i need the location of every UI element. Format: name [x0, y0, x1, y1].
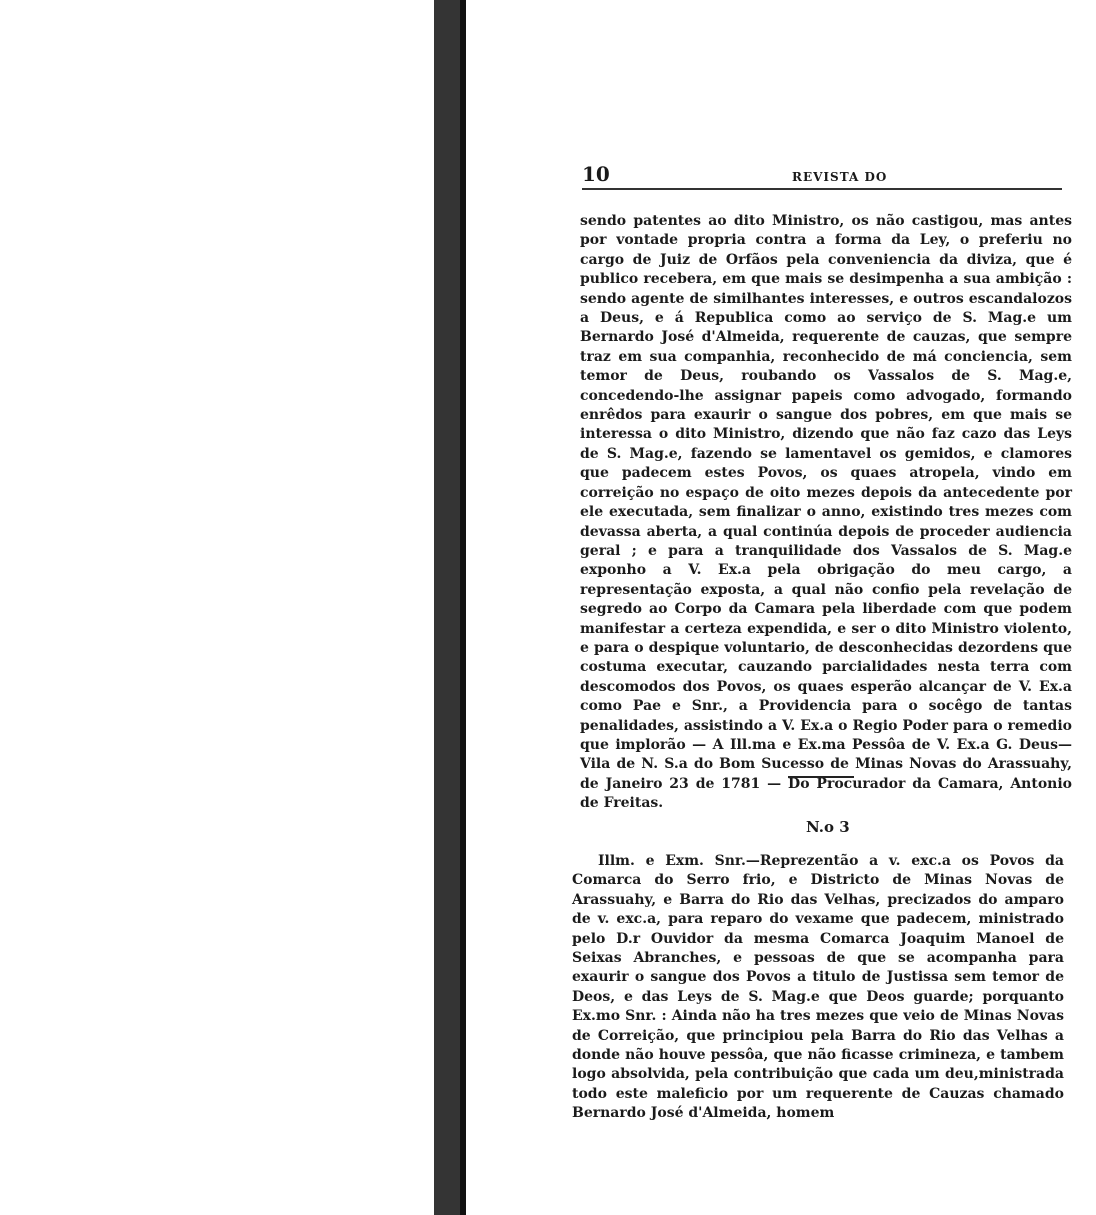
section-title: N.o 3: [806, 818, 850, 836]
section-divider: [788, 776, 854, 778]
running-head: REVISTA DO: [792, 170, 888, 184]
body-paragraph-2: Illm. e Exm. Snr.—Reprezentão a v. exc.a os Povos da Comarca do Serro frio, e Districto de Minas Novas de Arassuahy, e Barra do Rio das Velhas, precizados do amparo de v. exc.a, para reparo do vexame que padecem, ministrado pelo D.r Ouvidor da mesma Comarca Joaquim Manoel de Seixas Abranches, e pessoas de que se acompanha para exaurir o sangue dos Povos a titulo de Justissa sem temor de Deos, e das Leys de S. Mag.e que Deos guarde; porquanto Ex.mo Snr. : Ainda não ha tres mezes que veio de Minas Novas de Correição, que principiou pela Barra do Rio das Velhas a donde não houve pessôa, que não ficasse crimineza, e tambem logo absolvida, pela contribuição que cada um deu,ministrada todo este maleficio por um requerente de Cauzas chamado Bernardo José d'Almeida, homem: [572, 853, 1064, 1122]
document-page: [470, 0, 1096, 1215]
facing-page-margin: [0, 0, 470, 1215]
book-gutter-edge: [460, 0, 466, 1215]
body-paragraph-1: sendo patentes ao dito Ministro, os não castigou, mas antes por vontade propria contra a forma da Ley, o preferiu no cargo de Juiz de Orfãos pela conveniencia da diviza, que é publico recebera, em que mais se desimpenha a sua ambição : sendo agente de similhantes interesses, e outros escandalozos a Deus, e á Republica como ao serviço de S. Mag.e um Bernardo José d'Almeida, requerente de cauzas, que sempre traz em sua companhia, reconhecido de má conciencia, sem temor de Deus, roubando os Vassalos de S. Mag.e, concedendo-lhe assignar papeis como advogado, formando enrêdos para exaurir o sangue dos pobres, em que mais se interessa o dito Ministro, dizendo que não faz cazo das Leys de S. Mag.e, fazendo se lamentavel os gemidos, e clamores que padecem estes Povos, os quaes atropela, vindo em correição no espaço de oito mezes depois da antecedente por ele executada, sem finalizar o anno, existindo tres mezes com devassa aberta, a qual continúa depois de proceder audiencia geral ; e para a tranquilidade dos Vassalos de S. Mag.e exponho a V. Ex.a pela obrigação do meu cargo, a representação exposta, a qual não confio pela revelação de segredo ao Corpo da Camara pela liberdade com que podem manifestar a certeza expendida, e ser o dito Ministro violento, e para o despique voluntario, de desconhecidas dezordens que costuma executar, cauzando parcialidades nesta terra com descomodos dos Povos, os quaes esperão alcançar de V. Ex.a como Pae e Snr., a Providencia para o socêgo de tantas penalidades, assistindo a V. Ex.a o Regio Poder para o remedio que implorão — A Ill.ma e Ex.ma Pessôa de V. Ex.a G. Deus—Vila de N. S.a do Bom Sucesso de Minas Novas do Arassuahy, de Janeiro 23 de 1781 — Do Procurador da Camara, Antonio de Freitas.: [580, 213, 1072, 812]
page-header: [582, 162, 1062, 190]
page-number: 10: [582, 162, 610, 186]
